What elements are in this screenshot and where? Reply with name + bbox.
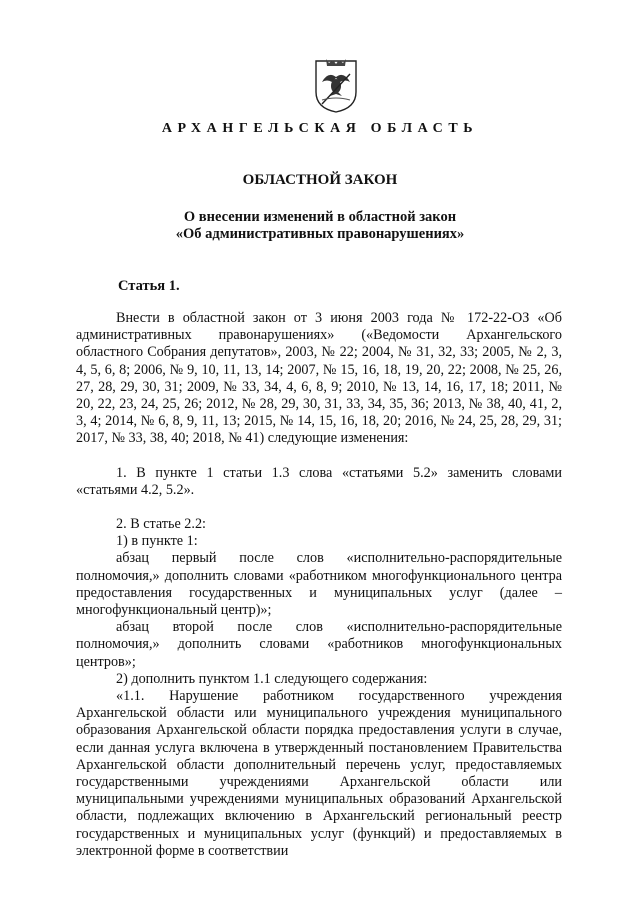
law-title-line: «Об административных правонарушениях» (175, 226, 465, 242)
paragraph: 2) дополнить пунктом 1.1 следующего содержания: (116, 670, 428, 687)
law-type-heading: ОБЛАСТНОЙ ЗАКОН (242, 172, 398, 188)
paragraph: 1. В пункте 1 статьи 1.3 слова «статьями 5.2» заменить словами «статьями 4.2, 5.2». (76, 464, 562, 498)
paragraph: абзац первый после слов «исполнительно-распорядительные полномочия,» дополнить словами «работником многофункционального центра предоставления государственных и муниципальных услуг (далее – многофункциональный центр)»; (76, 550, 562, 619)
region-heading: АРХАНГЕЛЬСКАЯ ОБЛАСТЬ (161, 121, 479, 136)
paragraph: «1.1. Нарушение работником государственного учреждения Архангельской области или муниципального учреждения муниципального образования Архангельской области порядка предоставления услуги в случае, если данная услуга включена в утвержденный постановлением Правительства Архангельской области дополнительный перечень услуг, предоставляемых государственными учреждениями Архангельской области или муниципальными учреждениями муниципальных образований Архангельской области, подлежащих включению в Архангельский региональный реестр государственных и муниципальных услуг (функций) и предоставляемых в электронной форме в соответствии (76, 688, 562, 859)
law-title-line: О внесении изменений в областной закон (183, 209, 457, 225)
law-title (0, 209, 640, 243)
coat-of-arms-icon (313, 58, 359, 114)
paragraph: Внести в областной закон от 3 июня 2003 года № 172-22-ОЗ «Об административных правонарушениях» («Ведомости Архангельского областного Собрания депутатов», 2003, № 22; 2004, № 31, 32, 33; 2005, № 2, 3, 4, 5, 6, 8; 2006, № 9, 10, 11, 13, 14; 2007, № 15, 16, 18, 19, 20, 22; 2008, № 25, 26, 27, 28, 29, 30, 31; 2009, № 33, 34, 4, 6, 8, 9; 2010, № 13, 14, 16, 17, 18; 2011, № 20, 22, 23, 24, 25, 26; 2012, № 28, 29, 30, 31, 33, 34, 35, 36; 2013, № 38, 40, 41, 2, 3, 4; 2014, № 6, 8, 9, 11, 13; 2015, № 14, 15, 16, 18, 20; 2016, № 24, 25, 28, 29, 31; 2017, № 33, 38, 40; 2018, № 41) следующие изменения: (76, 310, 562, 447)
paragraph: 2. В статье 2.2: (116, 516, 206, 533)
paragraph: 1) в пункте 1: (116, 533, 198, 550)
paragraph: абзац второй после слов «исполнительно-распорядительные полномочия,» дополнить словами «работников многофункциональных центров»; (76, 619, 562, 670)
article-body (76, 310, 562, 860)
article-heading: Статья 1. (118, 278, 180, 294)
